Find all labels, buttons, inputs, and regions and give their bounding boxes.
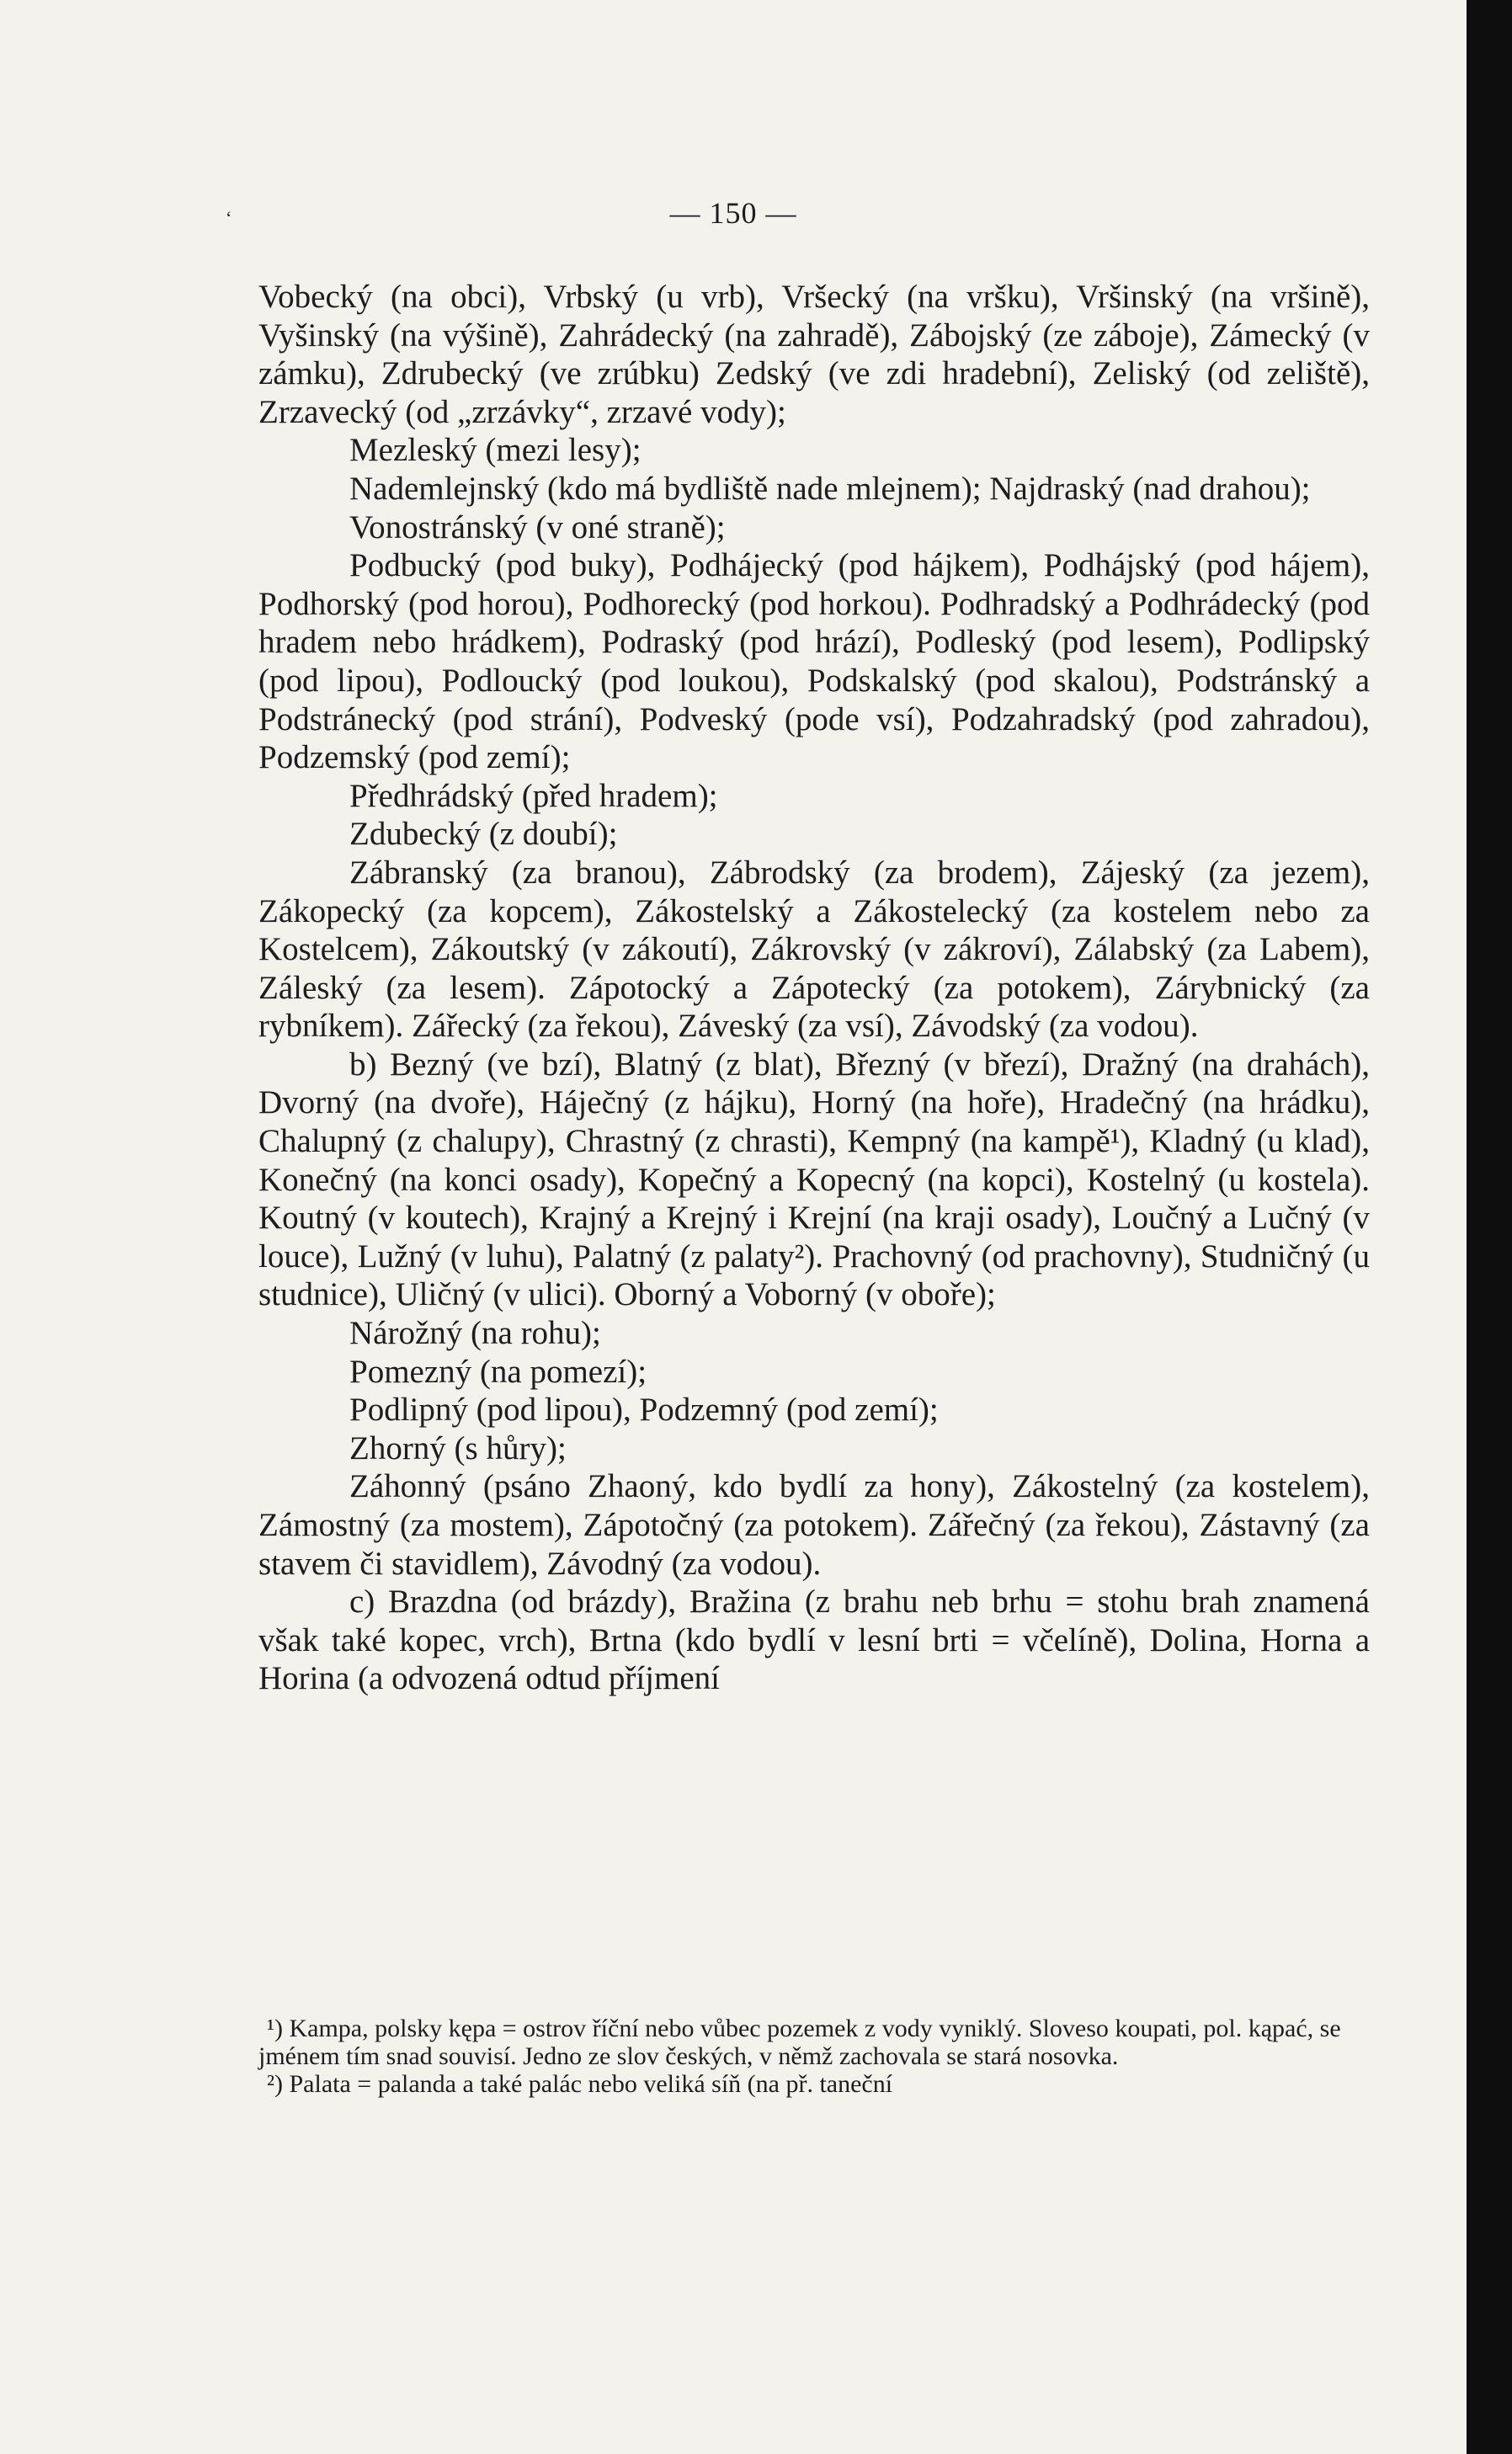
- footnote-mark: ¹): [267, 2015, 283, 2042]
- paragraph: Podlipný (pod lipou), Podzemný (pod zemí);: [349, 1392, 939, 1429]
- paragraph: Zhorný (s hůry);: [349, 1429, 567, 1467]
- paragraph: Zábranský (za branou), Zábrodský (za brodem), Zájeský (za jezem), Zákopecký (za kopcem), Zákostelský a Zákostelecký (za kostelem nebo za Kostelcem), Zákoutský (v zákoutí), Zákrovský (v zákroví), Zálabský (za Labem), Záleský (za lesem). Zápotocký a Zápotecký (za potokem), Zárybnický (za rybníkem). Zářecký (za řekou), Záveský (za vsí), Závodský (za vodou).: [258, 854, 1370, 1045]
- paragraph: Zdubecký (z doubí);: [349, 816, 618, 853]
- paragraph: Pomezný (na pomezí);: [349, 1353, 647, 1390]
- footnotes: [258, 2015, 1370, 2098]
- paragraph: c) Brazdna (od brázdy), Bražina (z brahu neb brhu = stohu brah znamená však také kopec, vrch), Brtna (kdo bydlí v lesní brti = včelíně), Dolina, Horna a Horina (a odvozená odtud příjmení: [258, 1584, 1370, 1697]
- page-number: — 150 —: [669, 196, 797, 230]
- paragraph: Nárožný (na rohu);: [349, 1315, 601, 1352]
- paragraph: Mezleský (mezi lesy);: [349, 432, 642, 469]
- footnote-text: Kampa, polsky kępa = ostrov říční nebo vůbec pozemek z vody vyniklý. Sloveso koupati, pol. kąpać, se jménem tím snad souvisí. Jedno ze slov českých, v němž zachovala se stará nosovka.: [258, 2015, 1341, 2070]
- paragraph: Záhonný (psáno Zhaoný, kdo bydlí za hony), Zákostelný (za kostelem), Zámostný (za mostem), Zápotočný (za potokem). Zářečný (za řekou), Zástavný (za stavem či stavidlem), Závodný (za vodou).: [258, 1468, 1370, 1582]
- footnote-text: Palata = palanda a také palác nebo veliká síň (na př. taneční: [289, 2070, 893, 2098]
- scan-border: [1467, 0, 1512, 2454]
- paragraph: Vobecký (na obci), Vrbský (u vrb), Vršecký (na vršku), Vršinský (na vršině), Vyšinský (na výšině), Zahrádecký (na zahradě), Zábojský (ze záboje), Zámecký (v zámku), Zdrubecký (ve zrúbku) Zedský (ve zdi hradební), Zeliský (od zeliště), Zrzavecký (od „zrzávky“, zrzavé vody);: [258, 279, 1370, 430]
- footnote: [258, 2015, 1370, 2070]
- footnote: [258, 2070, 1370, 2098]
- paragraph: Předhrádský (před hradem);: [349, 777, 718, 814]
- paragraph: Podbucký (pod buky), Podhájecký (pod hájkem), Podhájský (pod hájem), Podhorský (pod horou), Podhorecký (pod horkou). Podhradský a Podhrádecký (pod hradem nebo hrádkem), Podraský (pod hrází), Podleský (pod lesem), Podlipský (pod lipou), Podloucký (pod loukou), Podskalský (pod skalou), Podstránský a Podstránecký (pod strání), Podveský (pode vsí), Podzahradský (pod zahradou), Podzemský (pod zemí);: [258, 547, 1370, 776]
- paragraph: b) Bezný (ve bzí), Blatný (z blat), Březný (v březí), Dražný (na drahách), Dvorný (na dvoře), Háječný (z hájku), Horný (na hoře), Hradečný (na hrádku), Chalupný (z chalupy), Chrastný (z chrasti), Kempný (na kampě¹), Kladný (u klad), Konečný (na konci osady), Kopečný a Kopecný (na kopci), Kostelný (u kostela). Koutný (v koutech), Krajný a Krejný i Krejní (na kraji osady), Loučný a Lučný (v louce), Lužný (v luhu), Palatný (z palaty²). Prachovný (od prachovny), Studničný (u studnice), Uličný (v ulici). Oborný a Voborný (v oboře);: [258, 1046, 1370, 1313]
- stray-mark: ‘: [226, 207, 232, 228]
- main-text: [258, 278, 1370, 1698]
- paragraph: Vonostránský (v oné straně);: [349, 508, 726, 546]
- paragraph: Nademlejnský (kdo má bydliště nade mlejnem); Najdraský (nad drahou);: [349, 470, 1311, 507]
- footnote-mark: ²): [267, 2070, 283, 2098]
